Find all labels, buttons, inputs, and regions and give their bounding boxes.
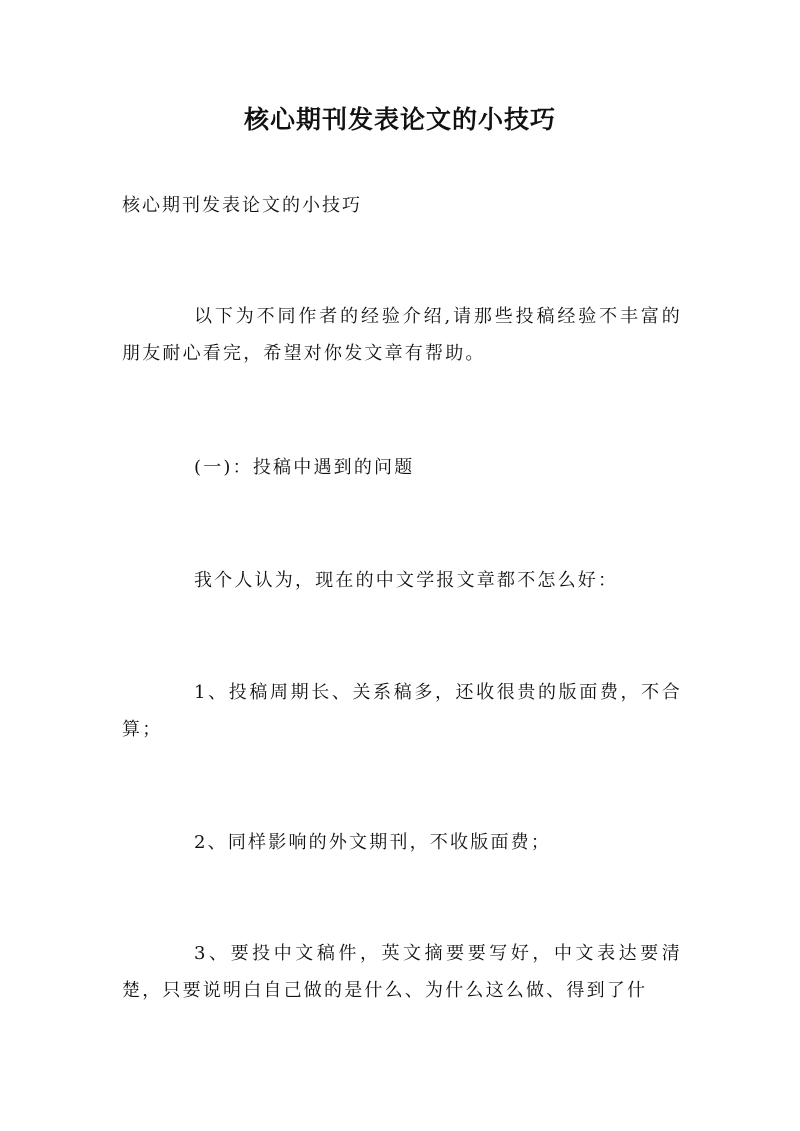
opinion-paragraph: 我个人认为，现在的中文学报文章都不怎么好： [194, 570, 619, 591]
document-subtitle: 核心期刊发表论文的小技巧 [122, 195, 362, 216]
list-item: 1、投稿周期长、关系稿多，还收很贵的版面费，不合算； [122, 682, 682, 740]
list-item: 2、同样影响的外文期刊，不收版面费； [194, 832, 552, 853]
section-heading: (一)：投稿中遇到的问题 [194, 457, 415, 478]
document-title: 核心期刊发表论文的小技巧 [243, 105, 556, 134]
intro-paragraph: 以下为不同作者的经验介绍,请那些投稿经验不丰富的朋友耐心看完，希望对你发文章有帮助。 [122, 306, 682, 364]
list-item: 3、要投中文稿件，英文摘要要写好，中文表达要清楚，只要说明白自己做的是什么、为什么这么做、得到了什 [122, 943, 682, 1001]
